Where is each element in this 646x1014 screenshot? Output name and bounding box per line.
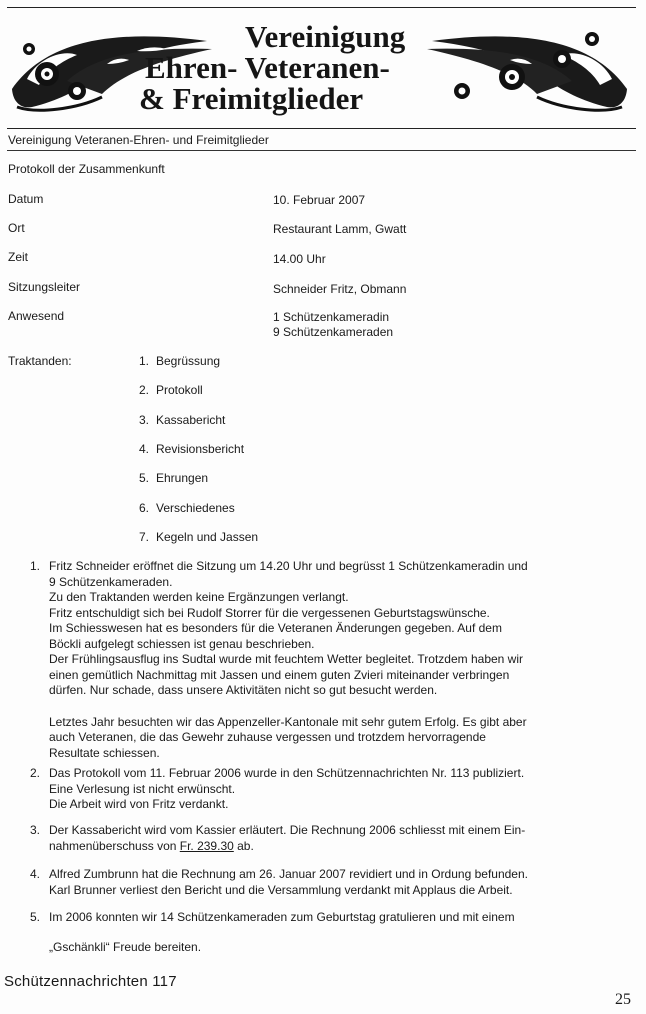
page-number: 25 xyxy=(615,991,631,1008)
text-line: Der Kassabericht wird vom Kassier erläutert. Die Rechnung 2006 schliesst mit einem Ein- xyxy=(49,823,526,837)
text-line: Alfred Zumbrunn hat die Rechnung am 26. Januar 2007 revidiert und in Ordung befunden. xyxy=(49,867,528,881)
banner-title-line-1: Vereinigung xyxy=(245,19,406,54)
agenda-item-text: Kassabericht xyxy=(156,413,226,427)
agenda-item-text: Protokoll xyxy=(156,383,203,397)
banner-title xyxy=(127,21,507,114)
header-banner xyxy=(7,7,636,129)
agenda-item xyxy=(139,354,220,368)
text-line: einen gemütlich Nachmittag mit Jassen und einem guten Zvieri miteinander verbringen xyxy=(49,667,510,682)
text-fragment: ab. xyxy=(233,838,254,853)
text-line: Die Arbeit wird von Fritz verdankt. xyxy=(49,797,229,811)
text-line: Zu den Traktanden werden keine Ergänzungen verlangt. xyxy=(49,590,349,604)
field-value-datum: 10. Februar 2007 xyxy=(273,193,366,207)
field-label-datum: Datum xyxy=(8,192,44,206)
attendee-line: 1 Schützenkameradin xyxy=(273,310,390,324)
text-line: Resultate schiessen. xyxy=(49,745,160,760)
header-divider xyxy=(7,150,636,151)
text-line: Eine Verlesung ist nicht erwünscht. xyxy=(49,781,236,796)
document-title: Protokoll der Zusammenkunft xyxy=(8,162,165,176)
agenda-item-number: 3. xyxy=(139,413,150,427)
text-line: Böckli aufgelegt schiessen ist genau beschrieben. xyxy=(49,636,315,651)
text-fragment: nahmenüberschuss von xyxy=(49,838,180,853)
banner-title-line-3: & Freimitglieder xyxy=(139,81,364,116)
surplus-amount: Fr. 239.30 xyxy=(179,838,234,853)
banner-bottom-rule xyxy=(7,128,636,129)
text-line: Im 2006 konnten wir 14 Schützenkameraden zum Geburtstag gratulieren und mit einem xyxy=(49,910,515,924)
banner-title-line-2: Ehren- Veteranen- xyxy=(145,50,390,85)
agenda-item xyxy=(139,501,235,515)
agenda-item-text: Verschiedenes xyxy=(156,501,235,515)
agenda-item-text: Kegeln und Jassen xyxy=(156,530,259,544)
text-line xyxy=(49,839,564,855)
attendee-line: 9 Schützenkameraden xyxy=(273,325,394,339)
text-line: auch Veteranen, die das Gewehr zuhause vergessen und trotzdem hervorragende xyxy=(49,730,486,744)
text-line: Letztes Jahr besuchten wir das Appenzeller-Kantonale mit sehr gutem Erfolg. Es gibt aber xyxy=(49,714,527,729)
field-label-zeit: Zeit xyxy=(8,250,29,264)
publication-footer: Schützennachrichten 117 xyxy=(4,973,177,990)
agenda-item-number: 7. xyxy=(139,530,150,544)
minutes-item-number: 2. xyxy=(30,766,41,780)
minutes-item-text xyxy=(49,766,564,813)
minutes-item-number: 1. xyxy=(30,559,41,573)
text-line: dürfen. Nur schade, dass unsere Aktivitäten nicht so gut besucht werden. xyxy=(49,683,438,697)
text-line: Fritz entschuldigt sich bei Rudolf Storrer für die vergessenen Geburtstagswünsche. xyxy=(49,605,490,620)
minutes-item-text xyxy=(49,559,564,761)
minutes-item-text xyxy=(49,910,564,955)
minutes-item-number: 3. xyxy=(30,823,41,837)
text-line: Im Schiesswesen hat es besonders für die Veteranen Änderungen gegeben. Auf dem xyxy=(49,621,502,635)
field-label-ort: Ort xyxy=(8,221,25,235)
agenda-label: Traktanden: xyxy=(8,354,72,368)
agenda-item xyxy=(139,471,208,485)
text-line: Karl Brunner verliest den Bericht und die Versammlung verdankt mit Applaus die Arbeit. xyxy=(49,882,513,897)
agenda-item xyxy=(139,530,258,544)
text-line: „Gschänkli“ Freude bereiten. xyxy=(49,939,202,954)
agenda-item-number: 5. xyxy=(139,471,150,485)
agenda-item xyxy=(139,442,244,456)
field-value-anwesend xyxy=(273,310,393,340)
organization-name: Vereinigung Veteranen-Ehren- und Freimitglieder xyxy=(8,133,269,147)
minutes-item-number: 5. xyxy=(30,910,41,924)
agenda-item xyxy=(139,413,225,427)
minutes-item-text xyxy=(49,823,564,854)
agenda-item xyxy=(139,383,203,397)
minutes-item-text xyxy=(49,867,564,898)
minutes-item-number: 4. xyxy=(30,867,41,881)
field-value-ort: Restaurant Lamm, Gwatt xyxy=(273,222,407,236)
banner-top-rule xyxy=(7,7,636,8)
field-label-sitzungsleiter: Sitzungsleiter xyxy=(8,280,81,294)
agenda-item-text: Revisionsbericht xyxy=(156,442,245,456)
field-value-zeit: 14.00 Uhr xyxy=(273,252,326,266)
agenda-item-number: 1. xyxy=(139,354,150,368)
agenda-item-text: Ehrungen xyxy=(156,471,209,485)
agenda-item-number: 2. xyxy=(139,383,150,397)
agenda-item-number: 4. xyxy=(139,442,150,456)
field-label-anwesend: Anwesend xyxy=(8,309,65,323)
agenda-item-number: 6. xyxy=(139,501,150,515)
text-line: Das Protokoll vom 11. Februar 2006 wurde in den Schützennachrichten Nr. 113 publiziert. xyxy=(49,766,525,780)
text-line: Fritz Schneider eröffnet die Sitzung um 14.20 Uhr und begrüsst 1 Schützenkameradin und xyxy=(49,559,528,573)
text-line: Der Frühlingsausflug ins Sudtal wurde mit feuchtem Wetter begleitet. Trotzdem haben wir xyxy=(49,652,523,666)
text-line: 9 Schützenkameraden. xyxy=(49,574,173,589)
agenda-item-text: Begrüssung xyxy=(156,354,221,368)
field-value-sitzungsleiter: Schneider Fritz, Obmann xyxy=(273,282,407,296)
